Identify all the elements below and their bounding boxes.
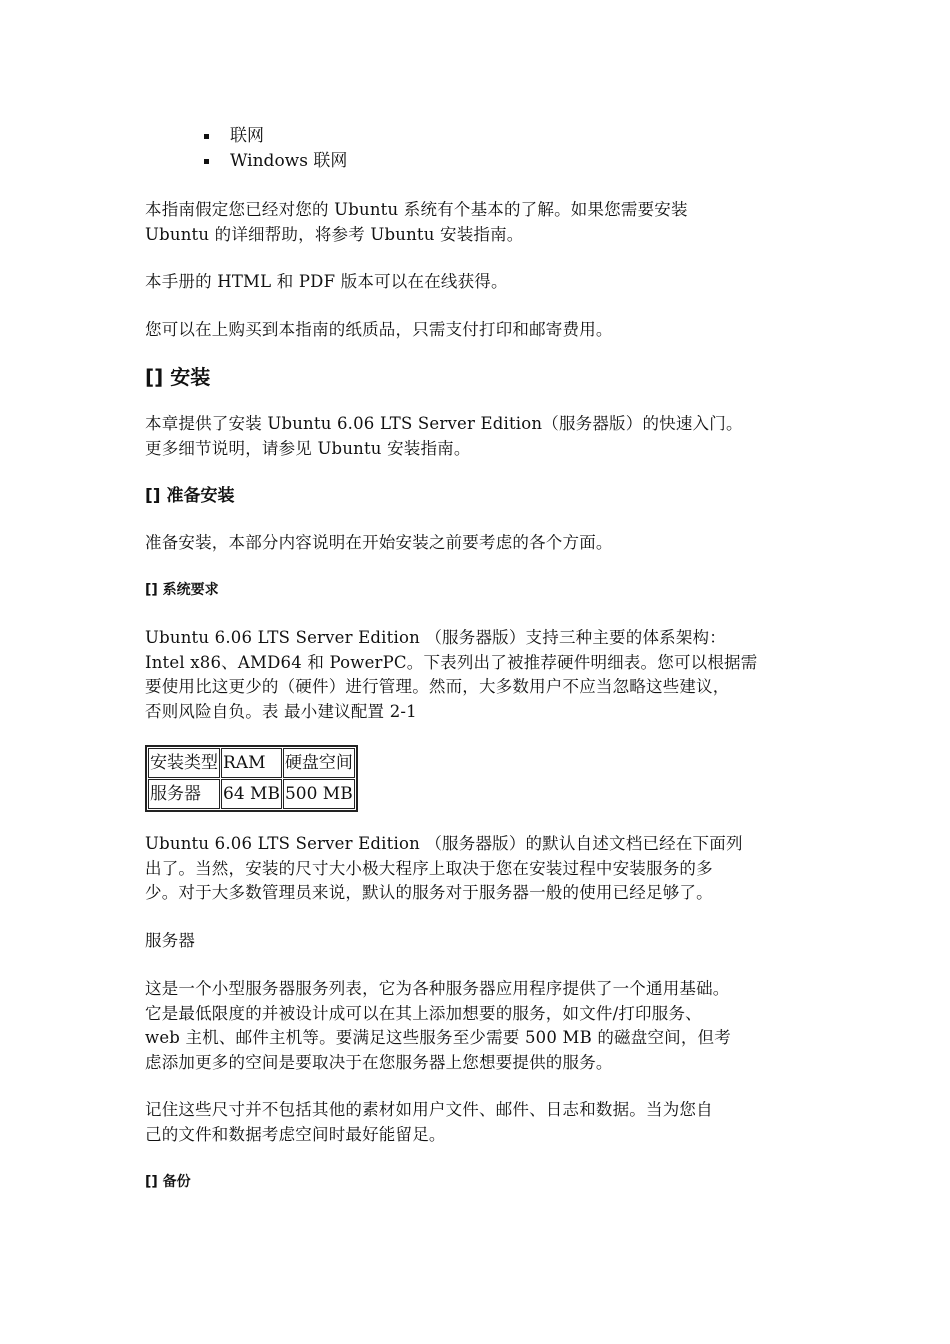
prepare-heading: [] 准备安装 [145,486,235,506]
requirements-heading: [] 系统要求 [145,582,219,598]
install-paragraph: 本章提供了安装 Ubuntu 6.06 LTS Server Edition（服务器版）的快速入门。 更多细节说明，请参见 Ubuntu 安装指南。 [145,414,743,458]
list-item: Windows 联网 [230,149,347,174]
table-cell: 500 MB [283,779,355,809]
table-row [148,779,355,809]
table-cell: 服务器 [148,779,220,809]
html-pdf-paragraph: 本手册的 HTML 和 PDF 版本可以在在线获得。 [145,272,508,291]
table-cell: 64 MB [221,779,282,809]
backup-heading: [] 备份 [145,1174,191,1190]
intro-paragraph: 本指南假定您已经对您的 Ubuntu 系统有个基本的了解。如果您需要安装 Ubuntu 的详细帮助，将参考 Ubuntu 安装指南。 [145,200,688,244]
square-bullet-icon [204,159,209,164]
print-copy-paragraph: 您可以在上购买到本指南的纸质品，只需支付打印和邮寄费用。 [145,320,613,339]
install-heading: [] 安装 [145,365,211,389]
list-item: 联网 [230,124,347,149]
table-header-row [148,748,355,778]
table-header-cell: RAM [221,748,282,778]
server-label: 服务器 [145,931,196,950]
min-config-table [145,745,358,812]
default-docs-paragraph: Ubuntu 6.06 LTS Server Edition （服务器版）的默认自述文档已经在下面列 出了。当然，安装的尺寸大小极大程序上取决于您在安装过程中安装服务的多 少。对于大多数管理员来说，默认的服务对于服务器一般的使用已经足够了。 [145,834,743,902]
remember-paragraph: 记住这些尺寸并不包括其他的素材如用户文件、邮件、日志和数据。当为您自 己的文件和数据考虑空间时最好能留足。 [145,1100,713,1144]
square-bullet-icon [204,134,209,139]
server-description-paragraph: 这是一个小型服务器服务列表，它为各种服务器应用程序提供了一个通用基础。 它是最低限度的并被设计成可以在其上添加想要的服务，如文件/打印服务、 web 主机、邮件主机等。要满足这些服务至少需要 500 MB 的磁盘空间，但考 虑添加更多的空间是要取决于在您服务器上您想要提供的服务。 [145,979,731,1072]
table-header-cell: 硬盘空间 [283,748,355,778]
network-sublist [230,124,347,174]
requirements-paragraph: Ubuntu 6.06 LTS Server Edition （服务器版）支持三种主要的体系架构： Intel x86、AMD64 和 PowerPC。下表列出了被推荐硬件明细表。您可以根据需 要使用比这更少的（硬件）进行管理。然而，大多数用户不应当忽略这些建议， 否则风险自负。表 最小建议配置 2-1 [145,628,758,721]
table-header-cell: 安装类型 [148,748,220,778]
prepare-paragraph: 准备安装，本部分内容说明在开始安装之前要考虑的各个方面。 [145,533,613,552]
